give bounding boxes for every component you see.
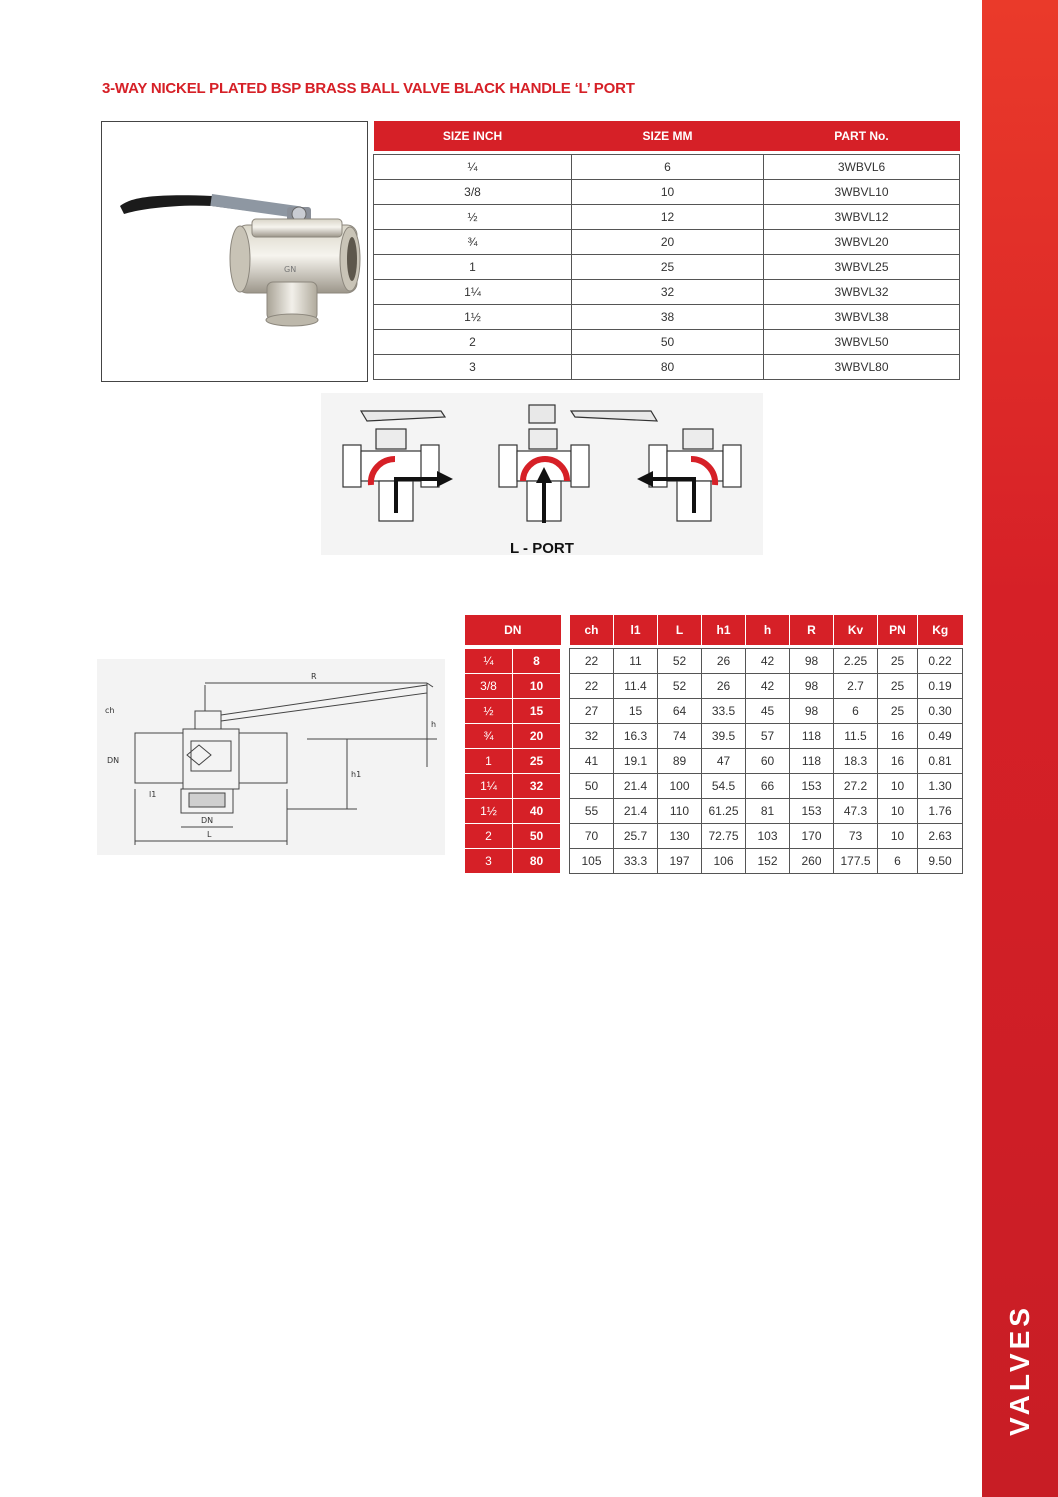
valve-dimension-illustration [97, 659, 445, 855]
header-dim: h1 [702, 615, 746, 645]
cell-dim-value: 10 [878, 799, 918, 824]
cell-dim-value: 153 [790, 799, 834, 824]
table-row [465, 749, 963, 774]
table-row [374, 305, 960, 330]
cell-dim-value: 170 [790, 824, 834, 849]
dimensions-table [464, 615, 963, 874]
header-size-mm: SIZE MM [572, 121, 764, 151]
cell-dim-value: 11.5 [834, 724, 878, 749]
table-row [465, 674, 963, 699]
section-label-text: VALVES [1004, 1304, 1035, 1436]
cell-dim-value: 6 [878, 849, 918, 874]
cell-dim-value: 0.19 [918, 674, 963, 699]
cell-dim-value: 0.49 [918, 724, 963, 749]
cell-size-mm: 6 [572, 155, 764, 180]
cell-dim-value: 74 [658, 724, 702, 749]
cell-part-no: 3WBVL25 [764, 255, 960, 280]
cell-size-mm: 10 [572, 180, 764, 205]
header-dim: R [790, 615, 834, 645]
cell-dim-value: 22 [570, 674, 614, 699]
header-part-no: PART No. [764, 121, 960, 151]
sidebar-band [982, 0, 1058, 1497]
cell-dim-value: 2.63 [918, 824, 963, 849]
table-row [465, 799, 963, 824]
cell-dim-value: 41 [570, 749, 614, 774]
table-row [374, 255, 960, 280]
cell-dim-value: 70 [570, 824, 614, 849]
cell-dim-value: 11 [614, 649, 658, 674]
cell-dim-value: 39.5 [702, 724, 746, 749]
cell-dn-inch: ¼ [465, 649, 513, 674]
cell-dim-value: 130 [658, 824, 702, 849]
cell-dim-value: 33.3 [614, 849, 658, 874]
cell-size-inch: ¾ [374, 230, 572, 255]
cell-part-no: 3WBVL50 [764, 330, 960, 355]
cell-dim-value: 33.5 [702, 699, 746, 724]
table-row [465, 649, 963, 674]
cell-dim-value: 50 [570, 774, 614, 799]
flow-positions-illustration [321, 393, 763, 555]
label-l: L [207, 830, 212, 839]
cell-size-mm: 32 [572, 280, 764, 305]
cell-dim-value: 72.75 [702, 824, 746, 849]
cell-dn-mm: 40 [513, 799, 561, 824]
cell-dn-inch: 3/8 [465, 674, 513, 699]
cell-dim-value: 260 [790, 849, 834, 874]
cell-part-no: 3WBVL80 [764, 355, 960, 380]
cell-dim-value: 27.2 [834, 774, 878, 799]
cell-dim-value: 61.25 [702, 799, 746, 824]
cell-dim-value: 105 [570, 849, 614, 874]
cell-dim-value: 153 [790, 774, 834, 799]
cell-dim-value: 0.22 [918, 649, 963, 674]
label-r: R [311, 672, 317, 681]
cell-dim-value: 57 [746, 724, 790, 749]
cell-dim-value: 16.3 [614, 724, 658, 749]
cell-dn-mm: 10 [513, 674, 561, 699]
cell-dim-value: 2.25 [834, 649, 878, 674]
cell-size-mm: 20 [572, 230, 764, 255]
cell-dim-value: 27 [570, 699, 614, 724]
cell-dim-value: 52 [658, 674, 702, 699]
cell-size-mm: 80 [572, 355, 764, 380]
cell-dim-value: 6 [834, 699, 878, 724]
cell-dn-mm: 50 [513, 824, 561, 849]
header-dn: DN [465, 615, 561, 645]
label-dn-side: DN [107, 756, 120, 765]
cell-dim-value: 1.76 [918, 799, 963, 824]
header-dim: l1 [614, 615, 658, 645]
cell-dim-value: 55 [570, 799, 614, 824]
cell-dim-value: 89 [658, 749, 702, 774]
cell-dn-mm: 32 [513, 774, 561, 799]
cell-size-mm: 50 [572, 330, 764, 355]
cell-dim-value: 177.5 [834, 849, 878, 874]
cell-size-inch: ¼ [374, 155, 572, 180]
cell-dn-inch: 1 [465, 749, 513, 774]
table-row [374, 230, 960, 255]
cell-dn-mm: 20 [513, 724, 561, 749]
header-dim: h [746, 615, 790, 645]
header-dim: Kv [834, 615, 878, 645]
table-row [374, 330, 960, 355]
header-dim: L [658, 615, 702, 645]
cell-dim-value: 0.30 [918, 699, 963, 724]
cell-dim-value: 47 [702, 749, 746, 774]
cell-dim-value: 197 [658, 849, 702, 874]
cell-dim-value: 118 [790, 749, 834, 774]
table-row [465, 699, 963, 724]
cell-dim-value: 11.4 [614, 674, 658, 699]
cell-dim-value: 16 [878, 724, 918, 749]
section-label [982, 1304, 1058, 1436]
cell-dim-value: 10 [878, 774, 918, 799]
cell-dim-value: 15 [614, 699, 658, 724]
cell-dim-value: 100 [658, 774, 702, 799]
l-port-label: L - PORT [510, 540, 574, 557]
cell-part-no: 3WBVL20 [764, 230, 960, 255]
cell-dim-value: 81 [746, 799, 790, 824]
cell-size-mm: 12 [572, 205, 764, 230]
cell-size-inch: 1½ [374, 305, 572, 330]
table-row [465, 849, 963, 874]
cell-dim-value: 54.5 [702, 774, 746, 799]
header-size-inch: SIZE INCH [374, 121, 572, 151]
cell-size-inch: 1¼ [374, 280, 572, 305]
svg-text:GN: GN [284, 265, 297, 274]
cell-dim-value: 47.3 [834, 799, 878, 824]
cell-dn-inch: ¾ [465, 724, 513, 749]
cell-dn-mm: 15 [513, 699, 561, 724]
dimension-drawing [97, 659, 445, 855]
cell-dim-value: 106 [702, 849, 746, 874]
cell-dim-value: 103 [746, 824, 790, 849]
cell-dim-value: 25 [878, 674, 918, 699]
ball-valve-illustration [102, 122, 367, 381]
cell-dim-value: 25 [878, 699, 918, 724]
table-row [465, 824, 963, 849]
header-dim: ch [570, 615, 614, 645]
cell-dim-value: 42 [746, 674, 790, 699]
cell-dim-value: 98 [790, 674, 834, 699]
page-title: 3-WAY NICKEL PLATED BSP BRASS BALL VALVE BLACK HANDLE ‘L’ PORT [102, 80, 635, 97]
table-row [465, 774, 963, 799]
cell-dim-value: 0.81 [918, 749, 963, 774]
cell-dim-value: 66 [746, 774, 790, 799]
cell-size-inch: 2 [374, 330, 572, 355]
table-row [374, 180, 960, 205]
cell-size-inch: 1 [374, 255, 572, 280]
cell-dn-inch: 1¼ [465, 774, 513, 799]
cell-dim-value: 110 [658, 799, 702, 824]
cell-dim-value: 26 [702, 649, 746, 674]
cell-dn-mm: 8 [513, 649, 561, 674]
table-row [374, 280, 960, 305]
cell-part-no: 3WBVL32 [764, 280, 960, 305]
cell-dn-mm: 80 [513, 849, 561, 874]
cell-dim-value: 16 [878, 749, 918, 774]
label-h: h [431, 720, 437, 729]
table-row [374, 155, 960, 180]
product-photo [101, 121, 368, 382]
cell-part-no: 3WBVL12 [764, 205, 960, 230]
dimensions-table-body [465, 645, 963, 874]
cell-part-no: 3WBVL10 [764, 180, 960, 205]
cell-dim-value: 152 [746, 849, 790, 874]
label-ch: ch [105, 706, 115, 715]
cell-dim-value: 42 [746, 649, 790, 674]
cell-dim-value: 21.4 [614, 799, 658, 824]
cell-dn-inch: 2 [465, 824, 513, 849]
cell-size-inch: ½ [374, 205, 572, 230]
parts-table-body [374, 151, 960, 380]
cell-dn-inch: 3 [465, 849, 513, 874]
cell-dim-value: 22 [570, 649, 614, 674]
cell-size-mm: 38 [572, 305, 764, 330]
cell-part-no: 3WBVL6 [764, 155, 960, 180]
table-row [374, 205, 960, 230]
cell-dim-value: 2.7 [834, 674, 878, 699]
cell-dim-value: 98 [790, 649, 834, 674]
cell-dim-value: 26 [702, 674, 746, 699]
cell-dim-value: 52 [658, 649, 702, 674]
table-row [374, 355, 960, 380]
cell-size-inch: 3 [374, 355, 572, 380]
header-dim: PN [878, 615, 918, 645]
parts-table [373, 121, 960, 380]
label-h1: h1 [351, 770, 362, 779]
cell-size-mm: 25 [572, 255, 764, 280]
cell-part-no: 3WBVL38 [764, 305, 960, 330]
cell-dim-value: 98 [790, 699, 834, 724]
l-port-flow-diagram [321, 393, 763, 555]
cell-dn-inch: ½ [465, 699, 513, 724]
cell-dim-value: 10 [878, 824, 918, 849]
cell-dim-value: 64 [658, 699, 702, 724]
cell-dim-value: 1.30 [918, 774, 963, 799]
cell-dim-value: 60 [746, 749, 790, 774]
table-row [465, 724, 963, 749]
cell-dn-inch: 1½ [465, 799, 513, 824]
label-dn-bottom: DN [201, 816, 214, 825]
cell-dim-value: 118 [790, 724, 834, 749]
cell-dim-value: 19.1 [614, 749, 658, 774]
cell-dn-mm: 25 [513, 749, 561, 774]
cell-dim-value: 45 [746, 699, 790, 724]
cell-size-inch: 3/8 [374, 180, 572, 205]
cell-dim-value: 25.7 [614, 824, 658, 849]
cell-dim-value: 9.50 [918, 849, 963, 874]
cell-dim-value: 21.4 [614, 774, 658, 799]
cell-dim-value: 32 [570, 724, 614, 749]
label-l1: l1 [149, 790, 157, 799]
cell-dim-value: 18.3 [834, 749, 878, 774]
cell-dim-value: 25 [878, 649, 918, 674]
cell-dim-value: 73 [834, 824, 878, 849]
header-dim: Kg [918, 615, 963, 645]
